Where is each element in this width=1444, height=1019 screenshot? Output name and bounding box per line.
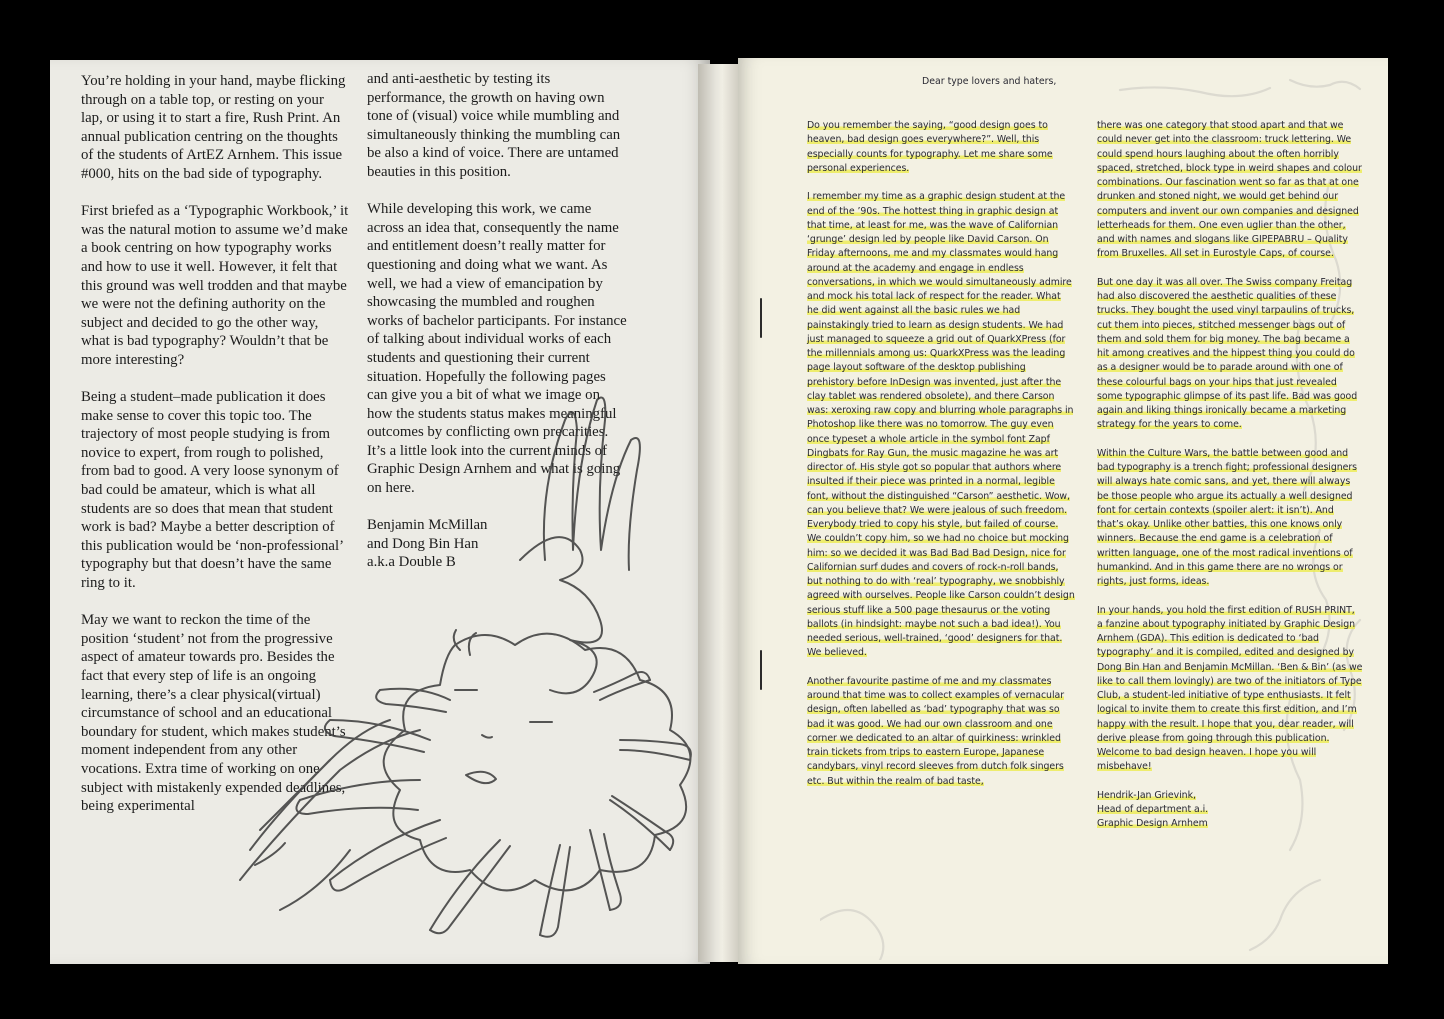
paragraph: Do you remember the saying, “good design goes to heaven, bad design goes everywhere?”. Well, this especially counts for typography. Let me share some personal experiences. [807, 120, 1053, 174]
paragraph: You’re holding in your hand, maybe flicking through on a table top, or resting on your lap, or using it to start a fire, Rush Print. An annual publication centring on the thoughts of the students of ArtEZ Arnhem. This issue #000, hits on the bad side of typography. [81, 73, 346, 182]
letter-column-1 [807, 119, 1075, 803]
intro-column-1 [81, 72, 349, 834]
signature-line: and Dong Bin Han [367, 535, 479, 552]
intro-column-2 [367, 70, 629, 572]
paragraph: and anti-aesthetic by testing its performance, the growth on having own tone of (visual) voice while mumbling and simultaneously thinking the mumbling can be also a kind of voice. There are untamed beauties in this position. [367, 71, 621, 180]
staple-bottom [760, 650, 762, 690]
paragraph: there was one category that stood apart and that we could never get into the classroom: truck lettering. We could spend hours laughing about the often horribly spaced, stretched, block type in weird shapes and colour combinations. Our fascination went so far as that at one drunken and stoned night, we would get behind our computers and invent our own companies and designed letterheads for them. One even uglier than the other, and with names and slogans like GIPEPABRU – Quality from Bruxelles. All set in Eurostyle Caps, of course. [1097, 120, 1362, 260]
paragraph: While developing this work, we came across an idea that, consequently the name and entitlement doesn’t really matter for questioning and doing what we want. As well, we had a view of emancipation by showcasing the mumbled and roughen works of bachelor participants. For instance of talking about individual works of each students and questioning their current situation. Hopefully the following pages can give you a bit of what we image on how the students status makes meaningful outcomes by conflicting own precarities. It’s a little look into the current minds of Graphic Design Arnhem and what is going on here. [367, 201, 627, 497]
paragraph: Being a student–made publication it does make sense to cover this topic too. The trajectory of most people studying is from novice to expert, from rough to polished, from bad to good. A very loose synonym of bad could be amateur, which is what all students are so does that mean that student work is bad? Maybe a better description of this publication would be ‘non-professional’ typography but that doesn’t have the same ring to it. [81, 389, 343, 592]
signature-line: Benjamin McMillan [367, 517, 488, 534]
signature-line: Hendrik-Jan Grievink, [1097, 789, 1196, 801]
paragraph: May we want to reckon the time of the position ‘student’ not from the progressive aspect of amateur towards pro. Besides the fact that every step of life is an ongoing learning, there’s a clear physical(virtual) circumstance of school and an educational boundary for student, which makes student’s moment independent from any other vocations. Extra time of working on one subject with mistakenly expended deadlines, being experimental [81, 612, 346, 815]
staple-top [760, 298, 762, 338]
salutation: Dear type lovers and haters, [922, 76, 1057, 87]
paragraph: But one day it was all over. The Swiss company Freitag had also discovered the aesthetic qualities of these trucks. They bought the used vinyl tarpaulins of trucks, cut them into pieces, stitched messenger bags out of them and sold them for big money. The bag became a hit among creatives and the hippest thing you could do as a designer would be to parade around with one of these colourful bags on your hips that just revealed some typographic glimpse of its past life. Bad was good again and liking things ironically became a marketing strategy for the years to come. [1097, 276, 1358, 431]
signature-line: a.k.a Double B [367, 554, 456, 571]
book-gutter [698, 64, 742, 962]
paragraph: I remember my time as a graphic design student at the end of the ’90s. The hottest thing in graphic design at that time, at least for me, was the wave of Californian ‘grunge’ design led by people like David Carson. On Friday afternoons, me and my classmates would hang around at the academy and engage in endless conversations, in which we would simultaneously admire and mock his total lack of respect for the reader. What he did went against all the basic rules we had painstakingly tried to learn as design students. We had just managed to squeeze a grid out of QuarkXPress (for the millennials among us: QuarkXPress was the leading page layout software of the desktop publishing prehistory before InDesign was invented, just after the clay tablet was rendered obsolete), and there Carson was: xeroxing raw copy and blurring whole paragraphs in Photoshop like there was no tomorrow. The guy even once typeset a whole article in the symbol font Zapf Dingbats for Ray Gun, the music magazine he was art director of. His style got so popular that authors where insulted if their piece was printed in a normal, legible font, without the distinguished “Carson” aesthetic. Wow, can you believe that? We were jealous of such freedom. Everybody tried to copy his style, but failed of course. We couldn’t copy him, so we had no choice but mocking him: so we decided it was Bad Bad Bad Design, nice for Californian surf dudes and covers of rock-n-roll bands, but nothing to do with ‘real’ typography, we snobbishly agreed with ourselves. People like Carson couldn’t design serious stuff like a 500 page thesaurus or the voting ballots (in hindsight: maybe not such a bad idea!). You needed serious, well-trained, ‘good’ designers for that. We believed. [807, 191, 1075, 659]
signature-line: Head of department a.i. [1097, 804, 1209, 815]
signature-line: Graphic Design Arnhem [1097, 818, 1208, 830]
paragraph: In your hands, you hold the first edition of RUSH PRINT, a fanzine about typography initiated by Graphic Design Arnhem (GDA). This edition is dedicated to ‘bad typography’ and it is compiled, edited and designed by Dong Bin Han and Benjamin McMillan. ‘Ben & Bin’ (as we like to call them lovingly) are two of the initiators of Type Club, a student-led initiative of type enthusiasts. It felt logical to invite them to create this first edition, and I’m happy with the result. I hope that you, dear reader, will derive please from going through this publication. Welcome to bad design heaven. I hope you will misbehave! [1097, 604, 1363, 773]
paragraph: First briefed as a ‘Typographic Workbook,’ it was the natural motion to assume we’d make a book centring on how typography works and how to use it well. However, it felt that this ground was well trodden and that maybe we were not the defining authority on the subject and decided to go the other way, what is bad typography? Wouldn’t that be more interesting? [81, 203, 349, 368]
paragraph: Within the Culture Wars, the battle between good and bad typography is a trench fight; professional designers will always hate comic sans, and yet, there will always be those people who argue its actually a well designed font for certain contexts (spoiler alert: it isn’t). And that’s okay. Unlike other batties, this one knows only winners. Because the end game is a celebration of written language, one of the most radical inventions of humankind. And in this game there are no wrongs or rights, just forms, ideas. [1097, 447, 1358, 587]
letter-column-2 [1097, 119, 1363, 832]
paragraph: Another favourite pastime of me and my classmates around that time was to collect examples of vernacular design, often labelled as ‘bad’ typography that was so bad it was good. We had our own classroom and one corner we dedicated to an altar of quirkiness: wrinkled train tickets from trips to eastern Europe, Japanese candybars, vinyl record sleeves from dutch folk singers etc. But within the realm of bad taste, [807, 675, 1064, 787]
